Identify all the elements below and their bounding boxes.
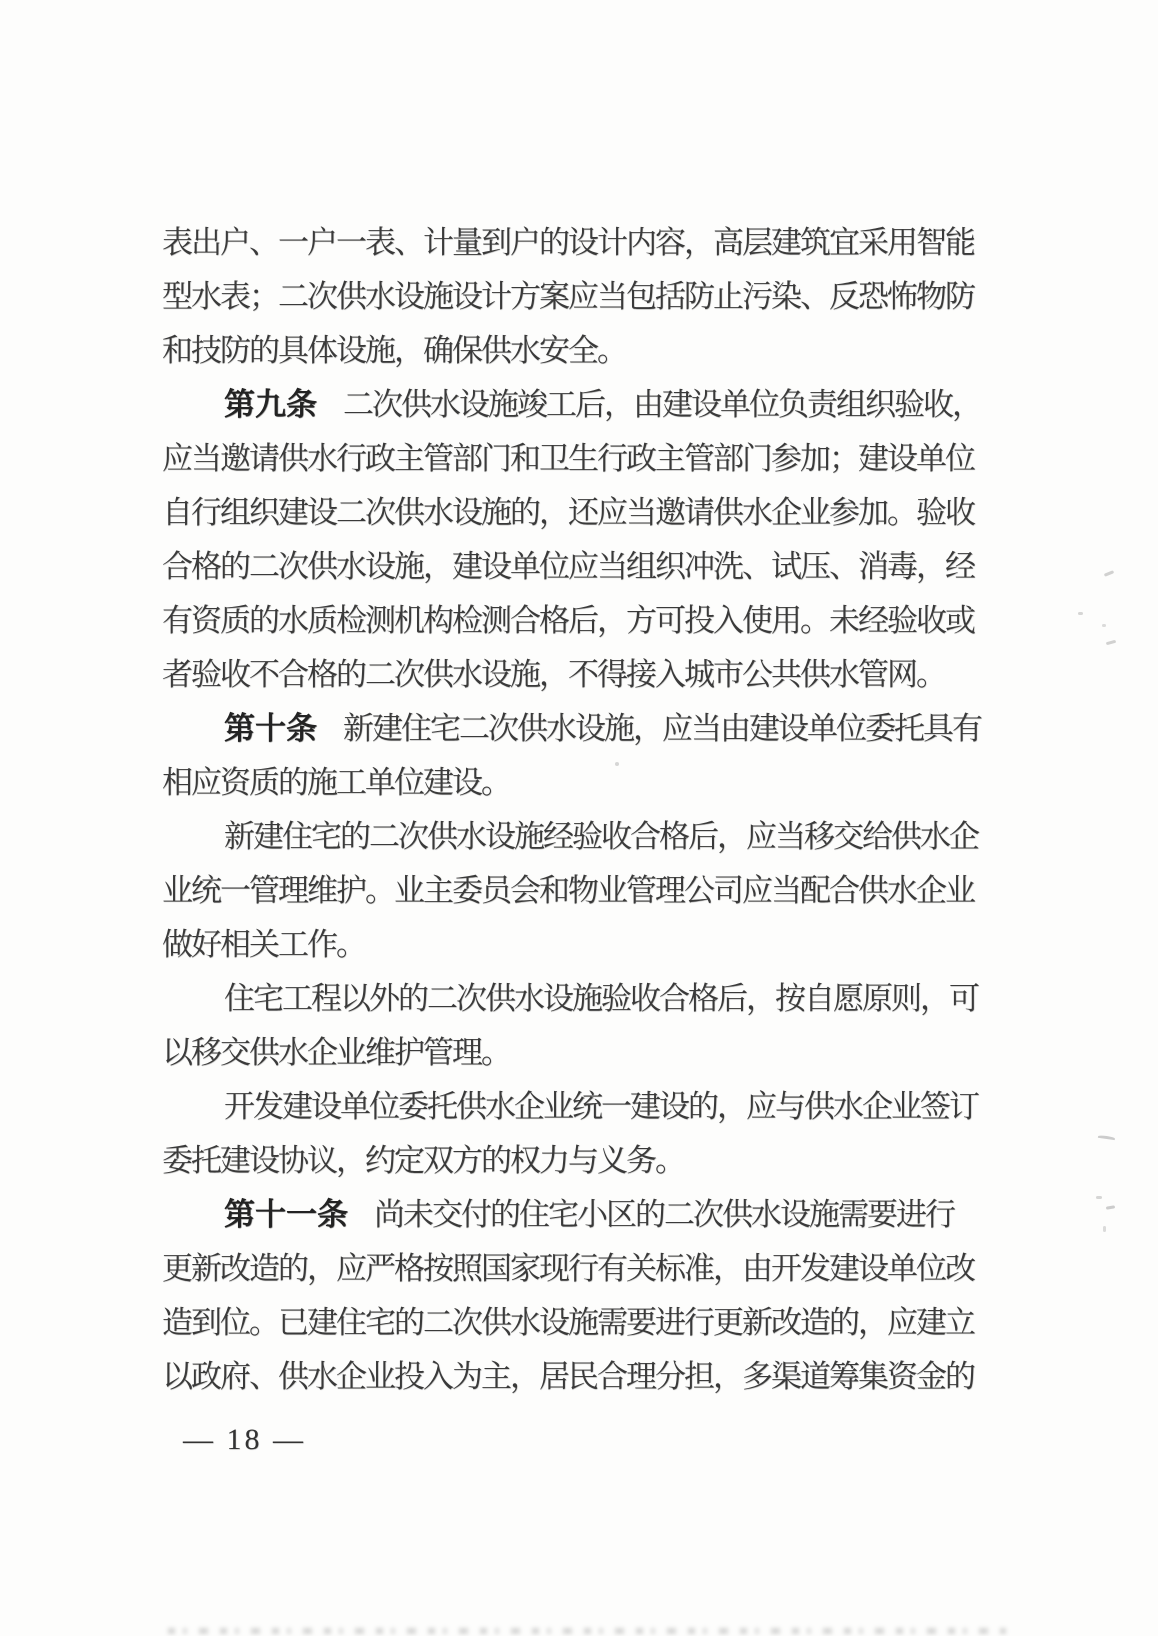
text-line — [162, 432, 1022, 486]
text-line — [162, 594, 1022, 648]
line-text: 做好相关工作。 — [162, 927, 365, 962]
line-text: 应当邀请供水行政主管部门和卫生行政主管部门参加；建设单位 — [162, 441, 974, 476]
text-line — [162, 1026, 1022, 1080]
line-text: 和技防的具体设施，确保供水安全。 — [162, 333, 626, 368]
line-text: 型水表；二次供水设施设计方案应当包括防止污染、反恐怖物防 — [162, 279, 974, 314]
line-text: 有资质的水质检测机构检测合格后，方可投入使用。未经验收或 — [162, 603, 974, 638]
line-text: 尚未交付的住宅小区的二次供水设施需要进行 — [374, 1197, 954, 1232]
text-line — [162, 378, 1022, 432]
line-text: 新建住宅的二次供水设施经验收合格后，应当移交给供水企 — [224, 819, 978, 854]
scan-speck — [1102, 624, 1106, 627]
line-text: 合格的二次供水设施，建设单位应当组织冲洗、试压、消毒，经 — [162, 549, 974, 584]
text-line — [162, 1350, 1022, 1404]
text-line — [162, 756, 1022, 810]
scan-speck — [1096, 1196, 1102, 1199]
text-line — [162, 972, 1022, 1026]
line-text: 表出户、一户一表、计量到户的设计内容，高层建筑宜采用智能 — [162, 225, 974, 260]
text-line — [162, 702, 1022, 756]
text-line — [162, 486, 1022, 540]
text-line — [162, 1188, 1022, 1242]
line-text: 相应资质的施工单位建设。 — [162, 765, 510, 800]
text-line — [162, 216, 1022, 270]
article-number: 第十条 — [224, 711, 317, 746]
line-text: 委托建设协议，约定双方的权力与义务。 — [162, 1143, 684, 1178]
article-number: 第十一条 — [224, 1197, 348, 1232]
line-text: 开发建设单位委托供水企业统一建设的，应与供水企业签订 — [224, 1089, 978, 1124]
scan-speck — [1104, 570, 1114, 577]
text-line — [162, 1080, 1022, 1134]
text-line — [162, 1134, 1022, 1188]
text-line — [162, 540, 1022, 594]
line-text: 造到位。已建住宅的二次供水设施需要进行更新改造的，应建立 — [162, 1305, 974, 1340]
scan-speck — [615, 762, 619, 766]
line-text: 以政府、供水企业投入为主，居民合理分担，多渠道筹集资金的 — [162, 1359, 974, 1394]
text-line — [162, 324, 1022, 378]
scan-speck — [1106, 1205, 1115, 1210]
scan-speck — [1098, 1135, 1115, 1140]
page-number: — 18 — — [183, 1423, 306, 1456]
text-line — [162, 864, 1022, 918]
text-line — [162, 810, 1022, 864]
line-text: 自行组织建设二次供水设施的，还应当邀请供水企业参加。验收 — [162, 495, 974, 530]
line-text: 以移交供水企业维护管理。 — [162, 1035, 510, 1070]
line-text: 者验收不合格的二次供水设施，不得接入城市公共供水管网。 — [162, 657, 945, 692]
scan-speck — [1106, 640, 1116, 645]
article-number: 第九条 — [224, 387, 317, 422]
text-line — [162, 1242, 1022, 1296]
line-text: 更新改造的，应严格按照国家现行有关标准，由开发建设单位改 — [162, 1251, 974, 1286]
text-line — [162, 270, 1022, 324]
line-text: 业统一管理维护。业主委员会和物业管理公司应当配合供水企业 — [162, 873, 974, 908]
scan-speck — [1078, 612, 1083, 615]
text-line — [162, 648, 1022, 702]
text-line — [162, 918, 1022, 972]
scan-speck — [1103, 1226, 1106, 1232]
document-text-block — [162, 216, 1022, 1404]
line-text: 二次供水设施竣工后，由建设单位负责组织验收， — [343, 387, 981, 422]
line-text: 新建住宅二次供水设施，应当由建设单位委托具有 — [343, 711, 981, 746]
text-line — [162, 1296, 1022, 1350]
scan-bleed-artifact — [168, 1628, 1006, 1634]
line-text: 住宅工程以外的二次供水设施验收合格后，按自愿原则，可 — [224, 981, 978, 1016]
